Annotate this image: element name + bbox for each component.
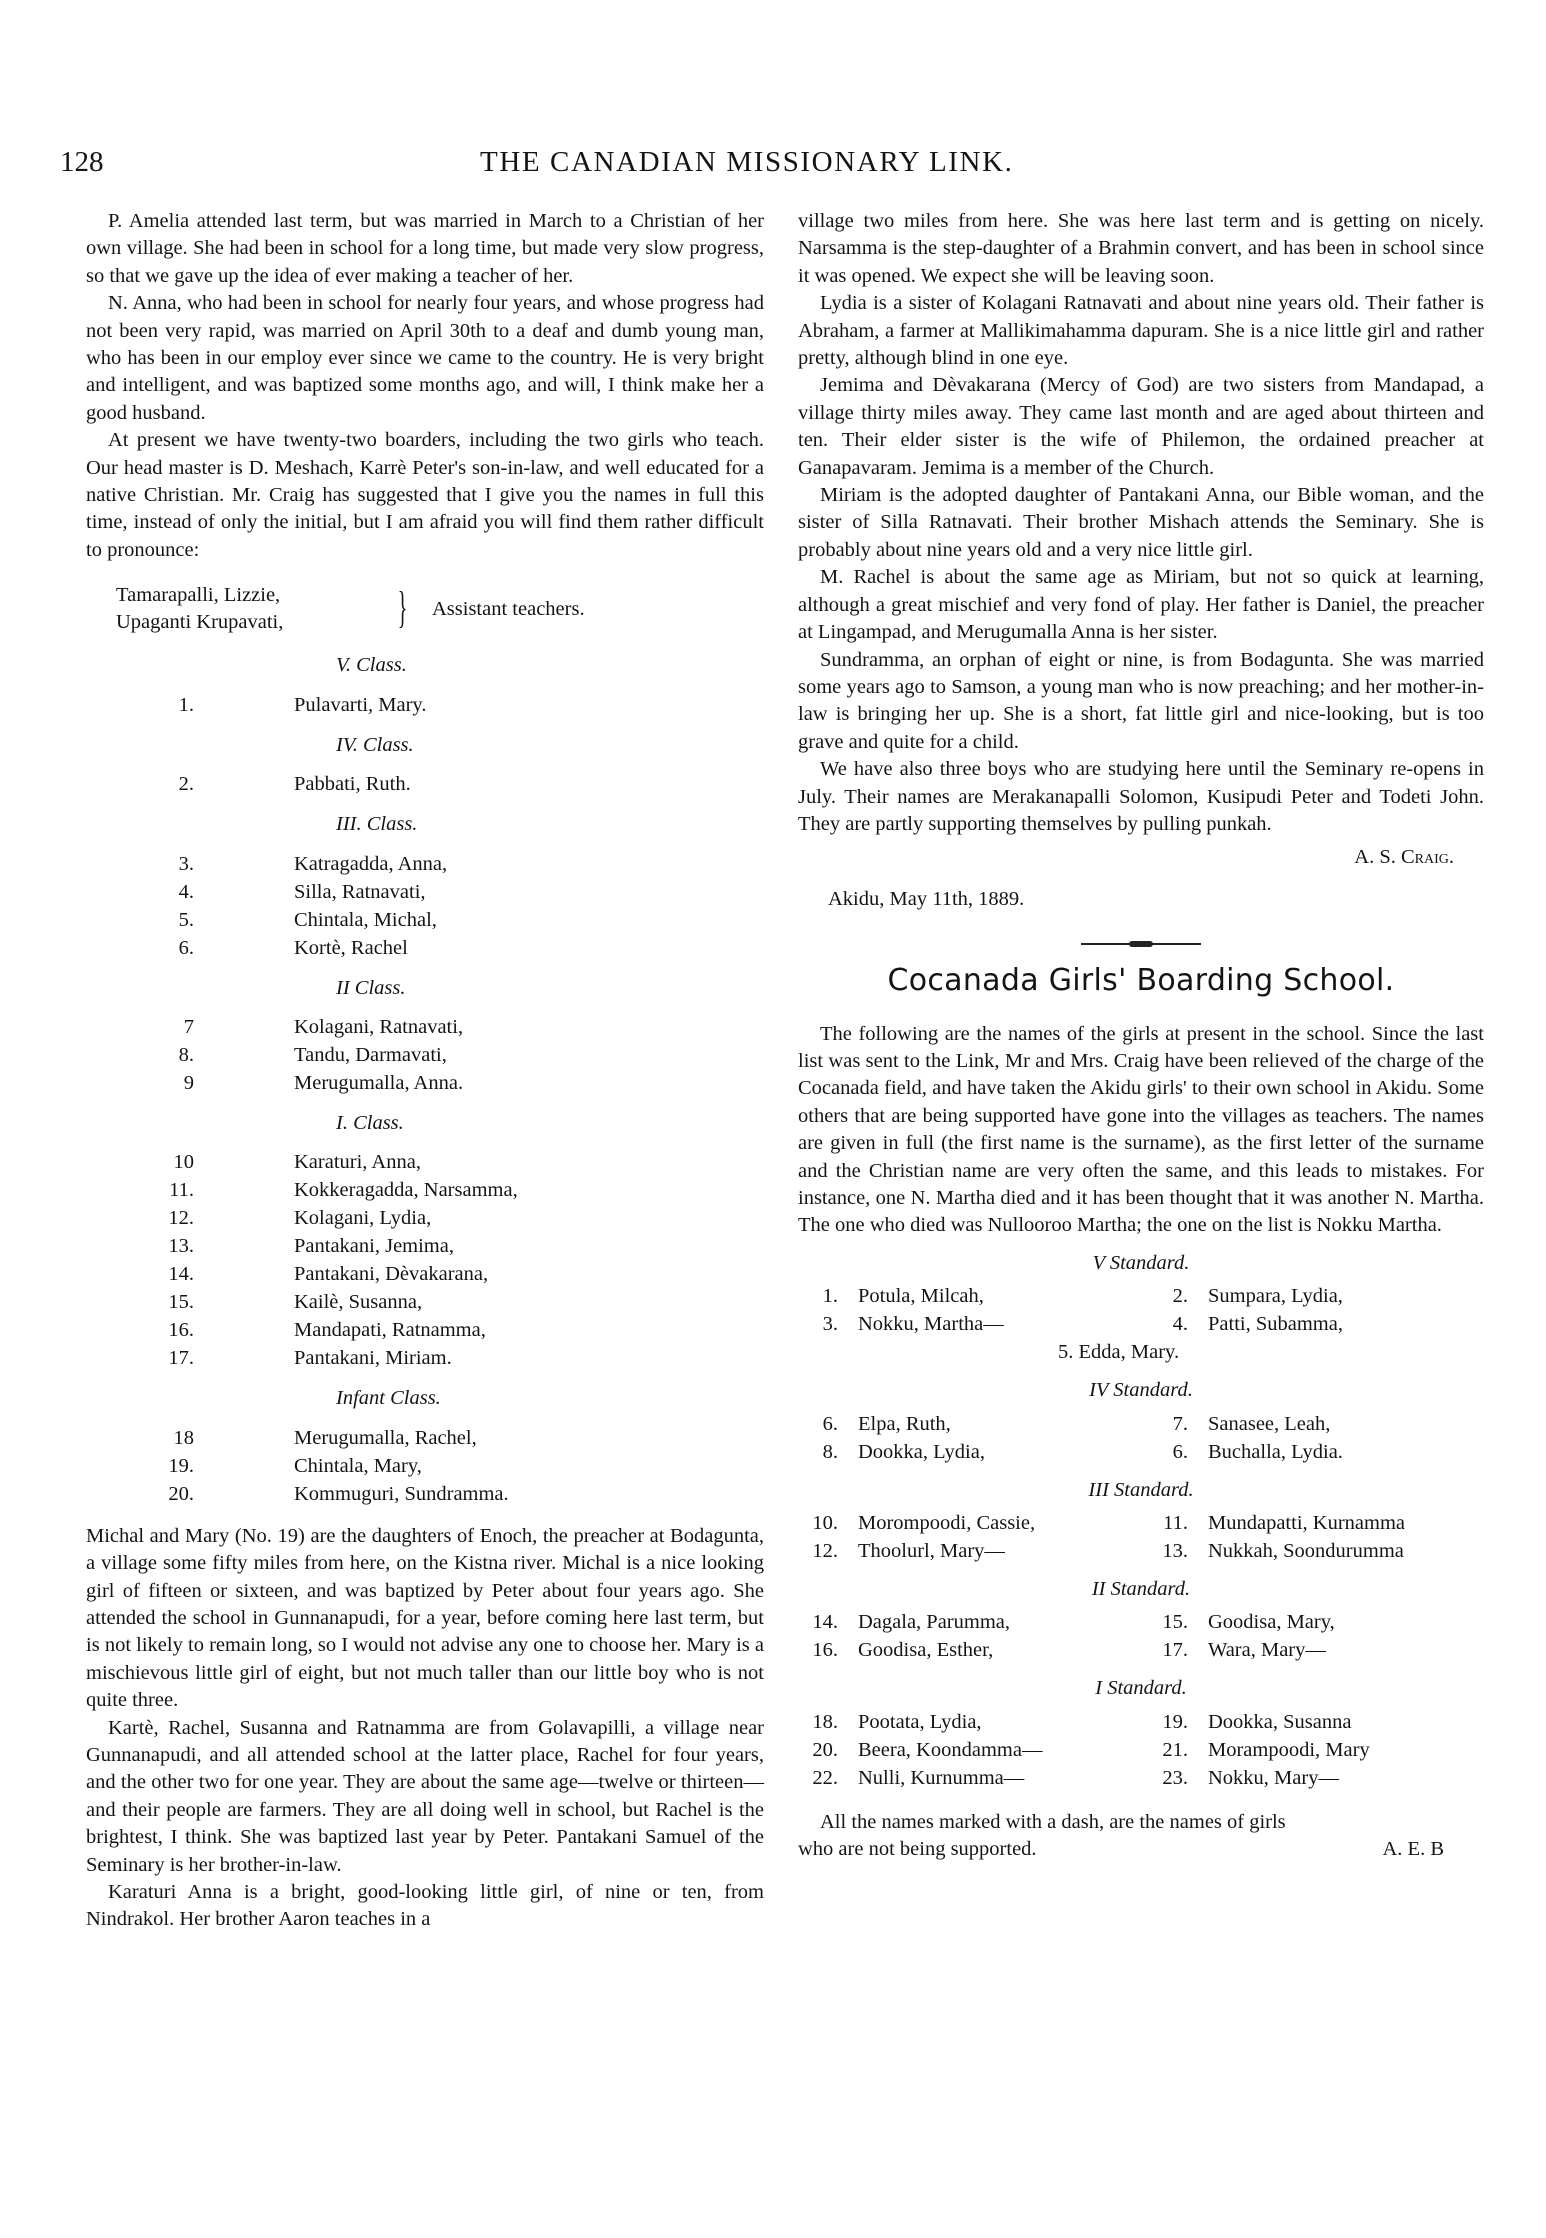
item-name: Kolagani, Ratnavati, <box>294 1015 464 1038</box>
item-number: 3. <box>178 852 194 875</box>
item-number: 12. <box>168 1207 194 1230</box>
item-name: Buchalla, Lydia. <box>1208 1440 1343 1463</box>
paragraph: Sundramma, an orphan of eight or nine, is from Bodagunta. She was married some years ago to Samson, a young man who is now preaching; and her mother-in-law is bringing her up. She is a short, fat little girl and nice-looking, but is too grave and quite for a child. <box>798 648 1484 753</box>
assistant-name: Tamarapalli, Lizzie, <box>116 584 281 607</box>
paragraph: M. Rachel is about the same age as Miriam, but not so quick at learning, although a great mischief and very fond of play. Her father is Daniel, the preacher at Lingampad, and Merugumalla Anna is her sister. <box>798 566 1484 644</box>
list-row <box>798 1411 1484 1439</box>
list-item <box>86 1070 764 1098</box>
item-number: 19. <box>1162 1710 1188 1733</box>
list-row <box>798 1709 1484 1737</box>
paragraph: N. Anna, who had been in school for nearly four years, and whose progress had not been very rapid, was married on April 30th to a deaf and dumb young man, who has been in our employ ever since we came to the country. He is very bright and intelligent, and was baptized some months ago, and will, I think make her a good husband. <box>86 292 764 424</box>
item-name: Nukkah, Soondurumma <box>1208 1540 1404 1563</box>
item-name: Mundapatti, Kurnamma <box>1208 1512 1405 1535</box>
item-number: 7 <box>183 1015 194 1038</box>
footnote-text: who are not being supported. <box>798 1838 1037 1861</box>
item-number: 18 <box>173 1426 194 1449</box>
list-row <box>798 1439 1484 1467</box>
page-number: 128 <box>60 146 104 178</box>
item-name: Wara, Mary— <box>1208 1639 1326 1662</box>
item-name: Kommuguri, Sundramma. <box>294 1482 509 1505</box>
item-number: 14. <box>812 1611 838 1634</box>
item-name: Nulli, Kurnumma— <box>858 1766 1025 1789</box>
item-name: Pabbati, Ruth. <box>294 773 411 796</box>
item-name: Dookka, Lydia, <box>858 1440 985 1463</box>
item-number: 8. <box>178 1043 194 1066</box>
list-item <box>86 879 764 907</box>
item-name: Elpa, Ruth, <box>858 1412 951 1435</box>
item-name: Karaturi, Anna, <box>294 1151 421 1174</box>
item-name: 5. Edda, Mary. <box>1058 1341 1180 1364</box>
list-row <box>798 1609 1484 1637</box>
assistant-teachers <box>116 582 764 640</box>
paragraph: Lydia is a sister of Kolagani Ratnavati and about nine years old. Their father is Abraham, a farmer at Mallikimahamma dapuram. She is a nice little girl and rather pretty, although blind in one eye. <box>798 292 1484 370</box>
item-number: 19. <box>168 1454 194 1477</box>
item-number: 1. <box>822 1285 838 1308</box>
item-name: Nokku, Martha— <box>858 1313 1004 1336</box>
list-item <box>86 907 764 935</box>
item-number: 22. <box>812 1766 838 1789</box>
item-number: 6. <box>178 936 194 959</box>
list-row <box>798 1538 1484 1566</box>
assistant-label: Assistant teachers. <box>432 598 585 621</box>
item-name: Morampoodi, Mary <box>1208 1738 1370 1761</box>
item-name: Beera, Koondamma— <box>858 1738 1043 1761</box>
item-name: Kortè, Rachel <box>294 936 408 959</box>
list-item <box>86 1177 764 1205</box>
item-name: Kokkeragadda, Narsamma, <box>294 1179 518 1202</box>
place-date: Akidu, May 11th, 1889. <box>828 887 1025 910</box>
item-number: 18. <box>812 1710 838 1733</box>
item-name: Goodisa, Esther, <box>858 1639 994 1662</box>
list-item <box>86 1233 764 1261</box>
list-item <box>86 1453 764 1481</box>
paragraph: At present we have twenty-two boarders, including the two girls who teach. Our head master is D. Meshach, Karrè Peter's son-in-law, and well educated for a native Christian. Mr. Craig has suggested that I give you the names in full this time, instead of only the initial, but I am afraid you will find them rather difficult to pronounce: <box>86 429 764 561</box>
item-name: Chintala, Mary, <box>294 1454 422 1477</box>
section-title: Cocanada Girls' Boarding School. <box>887 963 1395 999</box>
list-item <box>86 1261 764 1289</box>
item-number: 15. <box>1162 1611 1188 1634</box>
item-number: 5. <box>178 908 194 931</box>
item-number: 2. <box>178 773 194 796</box>
paragraph: Karaturi Anna is a bright, good-looking little girl, of nine or ten, from Nindrakol. Her brother Aaron teaches in a <box>86 1881 764 1931</box>
masthead-title: THE CANADIAN MISSIONARY LINK. <box>480 146 1014 178</box>
list-item <box>86 1317 764 1345</box>
class-title: V. Class. <box>336 654 407 677</box>
item-number: 13. <box>1162 1540 1188 1563</box>
item-number: 16. <box>812 1639 838 1662</box>
class-title: Infant Class. <box>336 1387 441 1410</box>
footnote-line <box>798 1836 1484 1864</box>
item-name: Goodisa, Mary, <box>1208 1611 1335 1634</box>
item-name: Potula, Milcah, <box>858 1285 984 1308</box>
item-number: 13. <box>168 1235 194 1258</box>
left-column <box>86 208 764 1934</box>
item-name: Pantakani, Dèvakarana, <box>294 1263 489 1286</box>
list-row <box>798 1637 1484 1665</box>
item-number: 1. <box>178 693 194 716</box>
item-name: Merugumalla, Rachel, <box>294 1426 477 1449</box>
standard-title: IV Standard. <box>1089 1379 1193 1402</box>
standard-title: I Standard. <box>1095 1677 1187 1700</box>
item-number: 12. <box>812 1540 838 1563</box>
list-item <box>86 1345 764 1373</box>
item-name: Patti, Subamma, <box>1208 1313 1343 1336</box>
item-number: 6. <box>1172 1440 1188 1463</box>
item-number: 20. <box>168 1482 194 1505</box>
paragraph: Jemima and Dèvakarana (Mercy of God) are two sisters from Mandapad, a village thirty miles away. They came last month and are aged about thirteen and ten. Their elder sister is the wife of Philemon, the ordained preacher at Ganapavaram. Jemima is a member of the Church. <box>798 374 1484 479</box>
item-name: Morompoodi, Cassie, <box>858 1512 1036 1535</box>
item-name: Pootata, Lydia, <box>858 1710 982 1733</box>
class-list <box>86 652 764 1508</box>
item-name: Tandu, Darmavati, <box>294 1043 447 1066</box>
standards-list <box>798 1250 1484 1793</box>
item-number: 4. <box>1172 1313 1188 1336</box>
page-header <box>60 146 1500 186</box>
standard-title: II Standard. <box>1091 1578 1191 1601</box>
class-title: IV. Class. <box>336 733 414 756</box>
standard-title: V Standard. <box>1092 1251 1190 1274</box>
list-item <box>86 1205 764 1233</box>
list-row <box>798 1765 1484 1793</box>
list-row <box>798 1283 1484 1311</box>
item-number: 17. <box>168 1347 194 1370</box>
item-number: 2. <box>1172 1285 1188 1308</box>
item-number: 4. <box>178 880 194 903</box>
paragraph: Michal and Mary (No. 19) are the daughters of Enoch, the preacher at Bodagunta, a village some fifty miles from here, on the Kistna river. Michal is a nice looking girl of fifteen or sixteen, and was baptized by Peter about four years ago. She attended the school in Gunnanapudi, for a year, before coming here last term, but is not likely to remain long, so I would not advise any one to choose her. Mary is a mischievous little girl of eight, but not much taller than our little boy who is not quite three. <box>86 1524 764 1712</box>
item-number: 14. <box>168 1263 194 1286</box>
list-row <box>798 1737 1484 1765</box>
class-title: III. Class. <box>336 813 418 836</box>
list-item <box>86 1042 764 1070</box>
paragraph: The following are the names of the girls at present in the school. Since the last list was sent to the Link, Mr and Mrs. Craig have been relieved of the charge of the Cocanada field, and have taken the Akidu girls' to their own school in Akidu. Some others that are being supported have gone into the villages as teachers. The names are given in full (the first name is the surname), as the first letter of the surname and the Christian name are very often the same, and this leads to mistakes. For instance, one N. Martha died and it has been thought that it was another N. Martha. The one who died was Nullooroo Martha; the one on the list is Nokku Martha. <box>798 1022 1484 1237</box>
section-divider <box>1081 943 1201 945</box>
item-name: Dookka, Susanna <box>1208 1710 1352 1733</box>
item-number: 16. <box>168 1319 194 1342</box>
item-number: 17. <box>1162 1639 1188 1662</box>
item-number: 11. <box>1163 1512 1188 1535</box>
item-number: 3. <box>822 1313 838 1336</box>
paragraph: Kartè, Rachel, Susanna and Ratnamma are from Golavapilli, a village near Gunnanapudi, and all attended school at the latter place, Rachel for four years, and the other two for one year. They are about the same age—twelve or thirteen—and their people are farmers. They are all doing well in school, but Rachel is the brightest, I think. She was baptized last year by Peter. Pantakani Samuel of the Seminary is her brother-in-law. <box>86 1716 764 1876</box>
item-number: 20. <box>812 1738 838 1761</box>
paragraph: Miriam is the adopted daughter of Pantakani Anna, our Bible woman, and the sister of Silla Ratnavati. Their brother Mishach attends the Seminary. She is probably about nine years old and a very nice little girl. <box>798 484 1484 561</box>
list-item <box>86 1149 764 1177</box>
item-name: Pantakani, Jemima, <box>294 1235 454 1258</box>
item-name: Sumpara, Lydia, <box>1208 1285 1343 1308</box>
class-title: II Class. <box>336 976 406 999</box>
assistant-name: Upaganti Krupavati, <box>116 611 284 634</box>
item-name: Nokku, Mary— <box>1208 1766 1339 1789</box>
list-item <box>86 851 764 879</box>
footnote: All the names marked with a dash, are the names of girls <box>820 1810 1286 1833</box>
list-row <box>798 1311 1484 1339</box>
item-name: Pulavarti, Mary. <box>294 693 427 716</box>
item-number: 9 <box>183 1071 194 1094</box>
item-name: Merugumalla, Anna. <box>294 1071 464 1094</box>
item-number: 21. <box>1162 1738 1188 1761</box>
list-row <box>798 1339 1484 1367</box>
item-name: Kailè, Susanna, <box>294 1291 423 1314</box>
item-number: 15. <box>168 1291 194 1314</box>
item-number: 7. <box>1172 1412 1188 1435</box>
right-column <box>798 208 1484 1864</box>
item-number: 8. <box>822 1440 838 1463</box>
paragraph: P. Amelia attended last term, but was married in March to a Christian of her own village. She had been in school for a long time, but made very slow progress, so that we gave up the idea of ever making a teacher of her. <box>86 210 764 287</box>
item-name: Silla, Ratnavati, <box>294 880 426 903</box>
list-item <box>86 1014 764 1042</box>
item-number: 23. <box>1162 1766 1188 1789</box>
item-number: 10. <box>812 1512 838 1535</box>
footnote-signature: A. E. B <box>1382 1838 1444 1861</box>
paragraph: We have also three boys who are studying here until the Seminary re-opens in July. Their names are Merakanapalli Solomon, Kusipudi Peter and Todeti John. They are partly supporting themselves by pulling punkah. <box>798 758 1484 835</box>
item-name: Mandapati, Ratnamma, <box>294 1319 486 1342</box>
list-item <box>86 1289 764 1317</box>
list-item <box>86 771 764 799</box>
item-name: Chintala, Michal, <box>294 908 437 931</box>
item-number: 11. <box>169 1179 194 1202</box>
brace-glyph: } <box>397 583 408 633</box>
item-name: Sanasee, Leah, <box>1208 1412 1331 1435</box>
item-number: 6. <box>822 1412 838 1435</box>
list-item <box>86 1481 764 1509</box>
signature: A. S. Craig. <box>1354 846 1454 869</box>
list-item <box>86 1425 764 1453</box>
standard-title: III Standard. <box>1088 1478 1194 1501</box>
list-item <box>86 692 764 720</box>
item-name: Kolagani, Lydia, <box>294 1207 432 1230</box>
list-item <box>86 935 764 963</box>
paragraph: village two miles from here. She was here last term and is getting on nicely. Narsamma is the step-daughter of a Brahmin convert, and has been in school since it was opened. We expect she will be leaving soon. <box>798 210 1484 287</box>
item-name: Katragadda, Anna, <box>294 852 448 875</box>
item-name: Dagala, Parumma, <box>858 1611 1010 1634</box>
item-number: 10 <box>173 1151 194 1174</box>
item-name: Thoolurl, Mary— <box>858 1540 1005 1563</box>
list-row <box>798 1510 1484 1538</box>
item-name: Pantakani, Miriam. <box>294 1347 452 1370</box>
class-title: I. Class. <box>336 1111 404 1134</box>
